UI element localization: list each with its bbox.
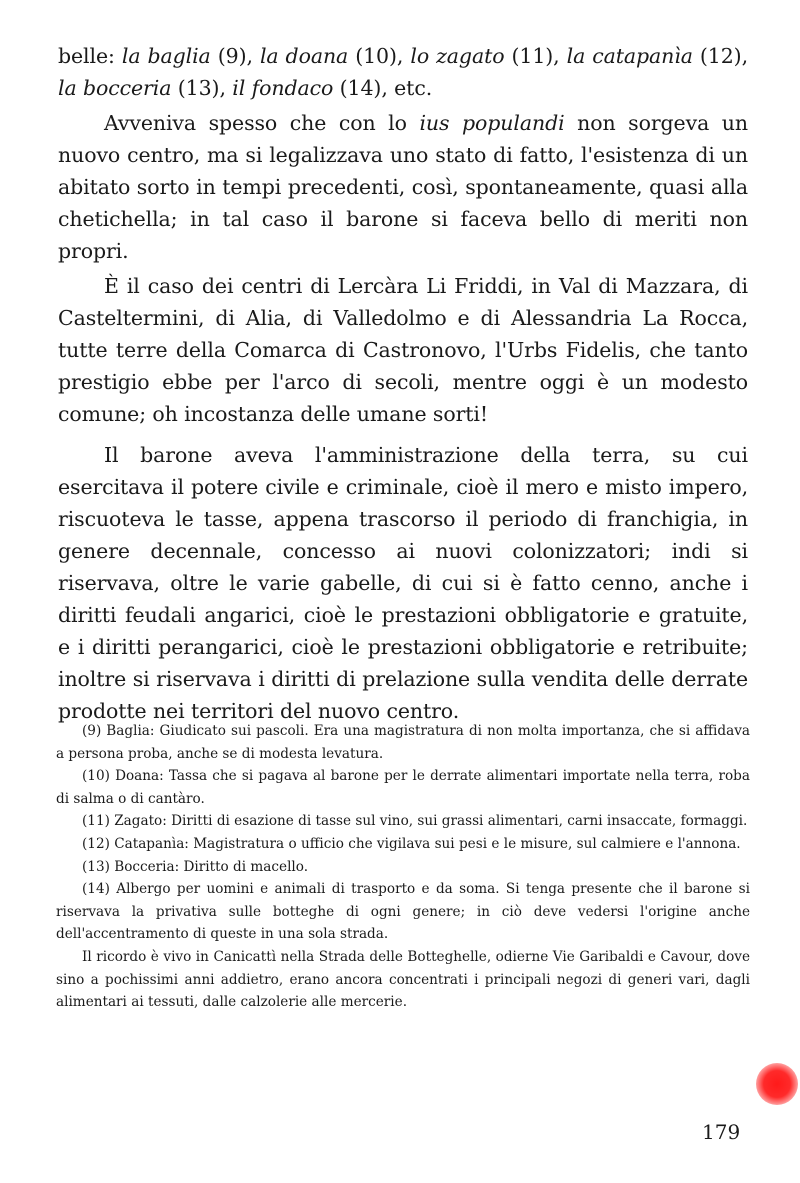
- footnote-11: (11) Zagato: Diritti di esazione di tasse sul vino, sui grassi alimentari, carni insaccate, formaggi.: [82, 813, 748, 830]
- page-number: 179: [702, 1120, 741, 1144]
- footnote-9: (9) Baglia: Giudicato sui pascoli. Era una magistratura di non molta importanza, che si affidava a persona proba, anche se di modesta levatura.: [56, 723, 750, 762]
- paragraph-1: belle: la baglia (9), la doana (10), lo zagato (11), la catapanìa (12), la bocceria (13), il fondaco (14), etc.: [58, 44, 748, 100]
- paragraph-3: È il caso dei centri di Lercàra Li Friddi, in Val di Mazzara, di Casteltermini, di Alia, di Valledolmo e di Alessandria La Rocca, tutte terre della Comarca di Castronovo, l'Urbs Fidelis, che tanto prestigio ebbe per l'arco di secoli, mentre oggi è un modesto comune; oh incostanza delle umane sorti!: [58, 274, 748, 426]
- paragraph-2: Avveniva spesso che con lo ius populandi non sorgeva un nuovo centro, ma si legalizzava uno stato di fatto, l'esistenza di un abitato sorto in tempi precedenti, così, spontaneamente, quasi alla chetichella; in tal caso il barone si faceva bello di meriti non propri.: [58, 111, 748, 263]
- footnote-14-continued: Il ricordo è vivo in Canicattì nella Strada delle Botteghelle, odierne Vie Garibaldi e Cavour, dove sino a pochissimi anni addietro, erano ancora concentrati i principali negozi di generi vari, dagli alimentari ai tessuti, dalle calzolerie alle mercerie.: [56, 948, 750, 1011]
- paragraph-4: Il barone aveva l'amministrazione della terra, su cui esercitava il potere civile e criminale, cioè il mero e misto impero, riscuoteva le tasse, appena trascorso il periodo di franchigia, in genere decennale, concesso ai nuovi colonizzatori; indi si riservava, oltre le varie gabelle, di cui si è fatto cenno, anche i diritti feudali angarici, cioè le prestazioni obbligatorie e gratuite, e i diritti perangarici, cioè le prestazioni obbligatorie e retribuite; inoltre si riservava i diritti di prelazione sulla vendita delle derrate prodotte nei territori del nuovo centro.: [58, 443, 748, 723]
- footnote-12: (12) Catapanìa: Magistratura o ufficio che vigilava sui pesi e le misure, sul calmiere e l'annona.: [82, 835, 741, 852]
- footnote-10: (10) Doana: Tassa che si pagava al barone per le derrate alimentari importate nella terra, roba di salma o di cantàro.: [56, 768, 750, 807]
- footnote-14: (14) Albergo per uomini e animali di trasporto e da soma. Si tenga presente che il barone si riservava la privativa sulle botteghe di ogni genere; in ciò deve vedersi l'origine anche dell'accentramento di queste in una sola strada.: [56, 881, 750, 943]
- main-text: [58, 40, 748, 727]
- footnotes: [56, 720, 750, 1014]
- red-marker-dot: [756, 1063, 798, 1105]
- footnote-13: (13) Bocceria: Diritto di macello.: [82, 858, 309, 875]
